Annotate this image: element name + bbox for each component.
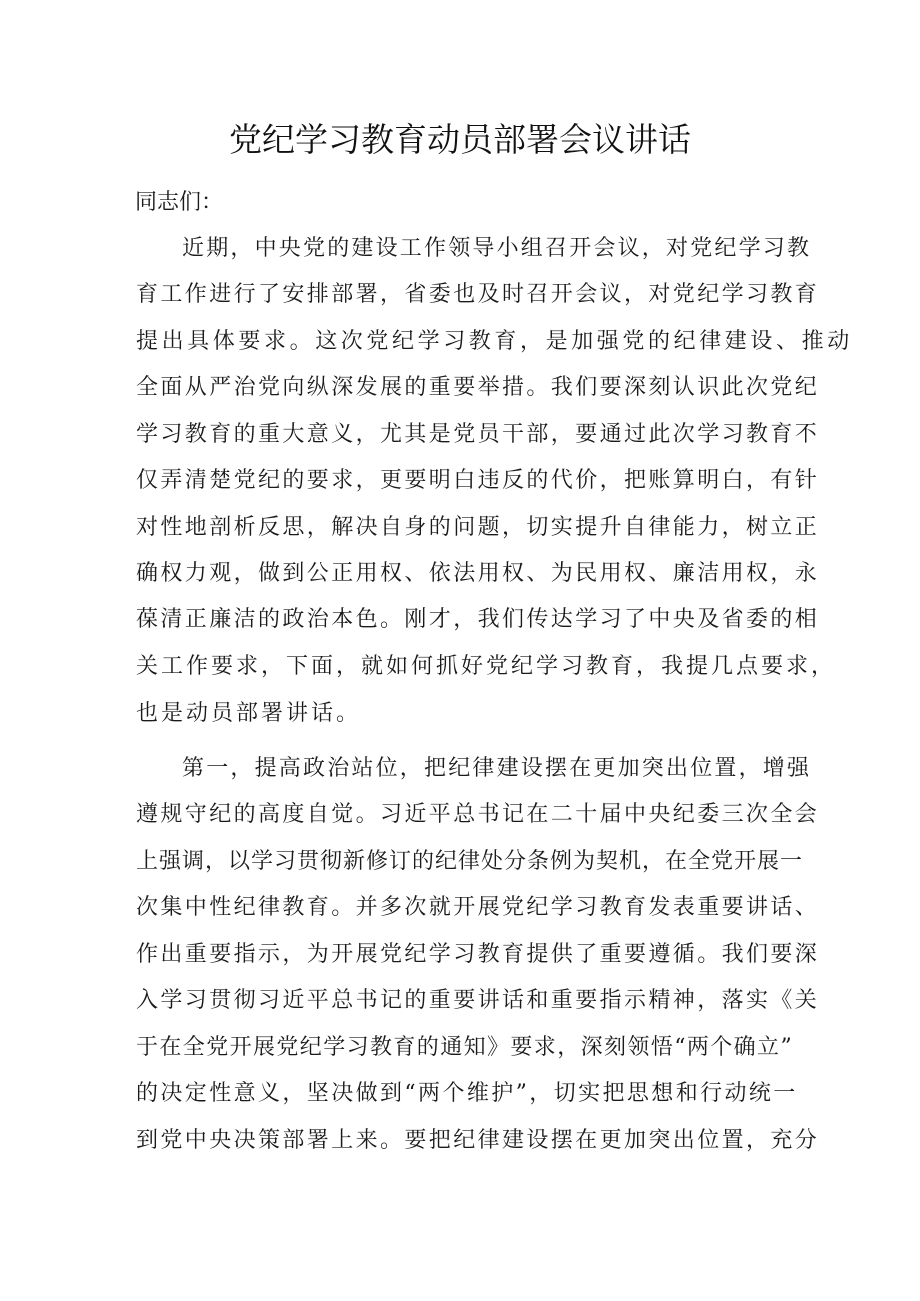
paragraph-line: 上强调，以学习贯彻新修订的纪律处分条例为契机，在全党开展一 xyxy=(136,849,804,874)
paragraph-line: 遵规守纪的高度自觉。习近平总书记在二十届中央纪委三次全会 xyxy=(136,802,820,827)
paragraph-line: 也是动员部署讲话。 xyxy=(136,701,362,726)
paragraph-line: 关工作要求，下面，就如何抓好党纪学习教育，我提几点要求， xyxy=(136,654,837,679)
paragraph-line: 育工作进行了安排部署，省委也及时召开会议，对党纪学习教育 xyxy=(136,282,820,307)
document-title: 党纪学习教育动员部署会议讲话 xyxy=(229,120,691,159)
salutation: 同志们： xyxy=(135,190,224,215)
paragraph-line: 次集中性纪律教育。并多次就开展党纪学习教育发表重要讲话、 xyxy=(136,895,820,920)
paragraph-line: 学习教育的重大意义，尤其是党员干部，要通过此次学习教育不 xyxy=(136,422,820,447)
paragraph-line: 确权力观，做到公正用权、依法用权、为民用权、廉洁用权，永 xyxy=(136,561,820,586)
paragraph-line: 第一，提高政治站位，把纪律建设摆在更加突出位置，增强 xyxy=(182,756,812,781)
paragraph-line: 入学习贯彻习近平总书记的重要讲话和重要指示精神，落实《关 xyxy=(136,988,820,1013)
paragraph-line: 对性地剖析反思，解决自身的问题，切实提升自律能力，树立正 xyxy=(136,515,820,540)
paragraph-line: 全面从严治党向纵深发展的重要举措。我们要深刻认识此次党纪 xyxy=(136,375,820,400)
paragraph-line: 到党中央决策部署上来。要把纪律建设摆在更加突出位置，充分 xyxy=(136,1128,820,1153)
paragraph-line: 于在全党开展党纪学习教育的通知》要求，深刻领悟“两个确立” xyxy=(136,1035,794,1060)
paragraph-line: 的决定性意义，坚决做到“两个维护”，切实把思想和行动统一 xyxy=(136,1081,798,1106)
paragraph-line: 作出重要指示，为开展党纪学习教育提供了重要遵循。我们要深 xyxy=(136,942,820,967)
paragraph-line: 仅弄清楚党纪的要求，更要明白违反的代价，把账算明白，有针 xyxy=(136,468,820,493)
paragraph-line: 葆清正廉洁的政治本色。刚才，我们传达学习了中央及省委的相 xyxy=(136,607,820,632)
paragraph-line: 提出具体要求。这次党纪学习教育，是加强党的纪律建设、推动 xyxy=(136,329,853,354)
paragraph-line: 近期，中央党的建设工作领导小组召开会议，对党纪学习教 xyxy=(182,236,812,261)
